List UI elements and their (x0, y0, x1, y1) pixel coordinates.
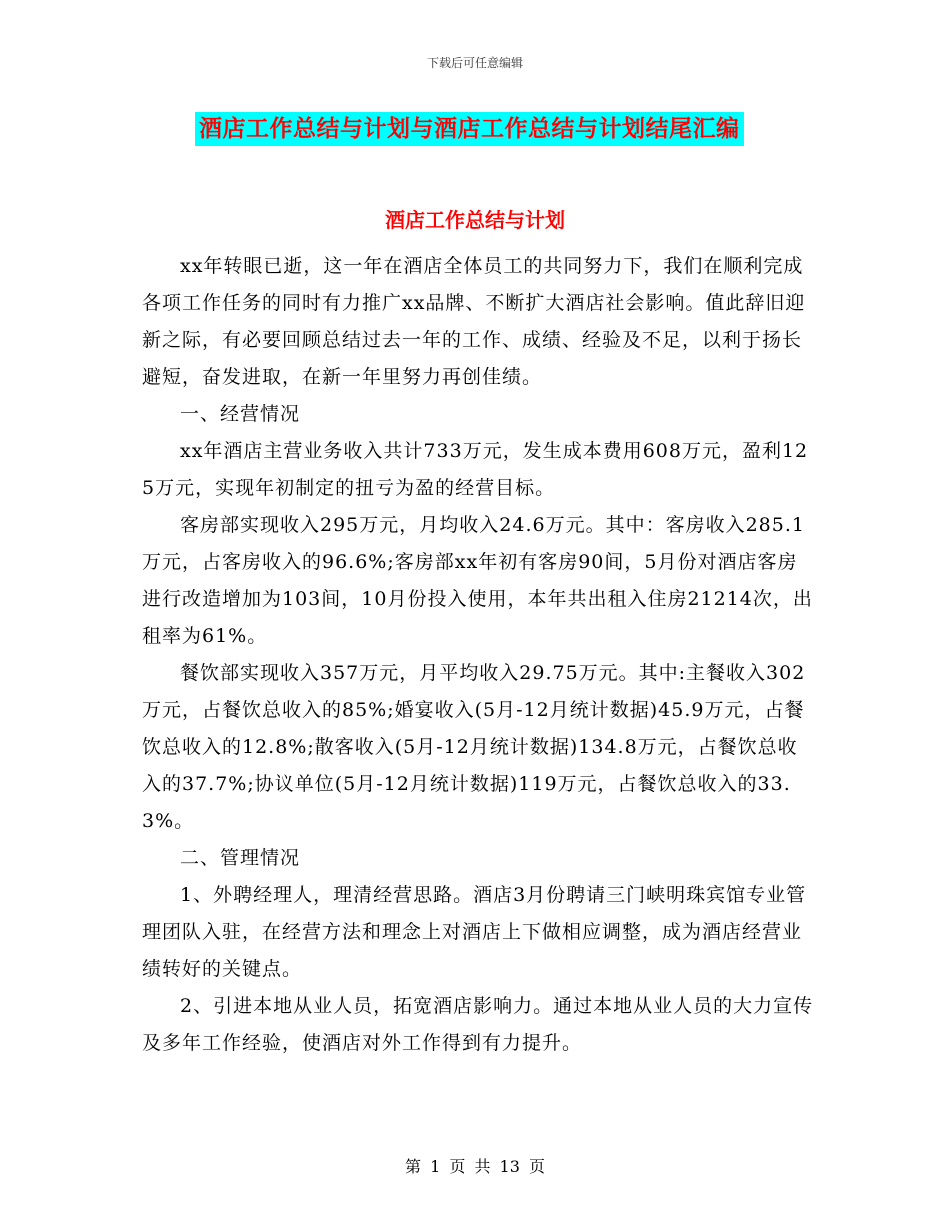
paragraph-management-1: 1、外聘经理人，理清经营思路。酒店3月份聘请三门峡明珠宾馆专业管理团队入驻，在经营方法和理念上对酒店上下做相应调整，成为酒店经营业绩转好的关键点。 (142, 884, 807, 980)
paragraph-revenue: xx年酒店主营业务收入共计733万元，发生成本费用608万元，盈利125万元，实现年初制定的扭亏为盈的经营目标。 (142, 440, 809, 499)
document-title: 酒店工作总结与计划与酒店工作总结与计划结尾汇编 (195, 112, 744, 146)
document-body (142, 248, 814, 1062)
paragraph-rooms: 客房部实现收入295万元，月均收入24.6万元。其中：客房收入285.1万元，占客房收入的96.6%;客房部xx年初有客房90间，5月份对酒店客房进行改造增加为103间，10月份投入使用，本年共出租入住房21214次，出租率为61%。 (142, 514, 813, 647)
section-title: 酒店工作总结与计划 (385, 208, 565, 232)
paragraph-management-2: 2、引进本地从业人员，拓宽酒店影响力。通过本地从业人员的大力宣传及多年工作经验，使酒店对外工作得到有力提升。 (142, 995, 814, 1054)
paragraph-catering: 餐饮部实现收入357万元，月平均收入29.75万元。其中:主餐收入302万元，占餐饮总收入的85%;婚宴收入(5月-12月统计数据)45.9万元，占餐饮总收入的12.8%;散客收入(5月-12月统计数据)134.8万元，占餐饮总收入的37.7%;协议单位(5月-12月统计数据)119万元，占餐饮总收入的33.3%。 (142, 662, 806, 832)
heading-management: 二、管理情况 (180, 847, 301, 869)
header-note: 下载后可任意编辑 (426, 56, 523, 70)
paragraph-intro: xx年转眼已逝，这一年在酒店全体员工的共同努力下，我们在顺利完成各项工作任务的同时有力推广xx品牌、不断扩大酒店社会影响。值此辞旧迎新之际，有必要回顾总结过去一年的工作、成绩、经验及不足，以利于扬长避短，奋发进取，在新一年里努力再创佳绩。 (142, 255, 806, 388)
heading-operations: 一、经营情况 (180, 403, 301, 425)
page-footer: 第 1 页 共 13 页 (405, 1157, 545, 1176)
